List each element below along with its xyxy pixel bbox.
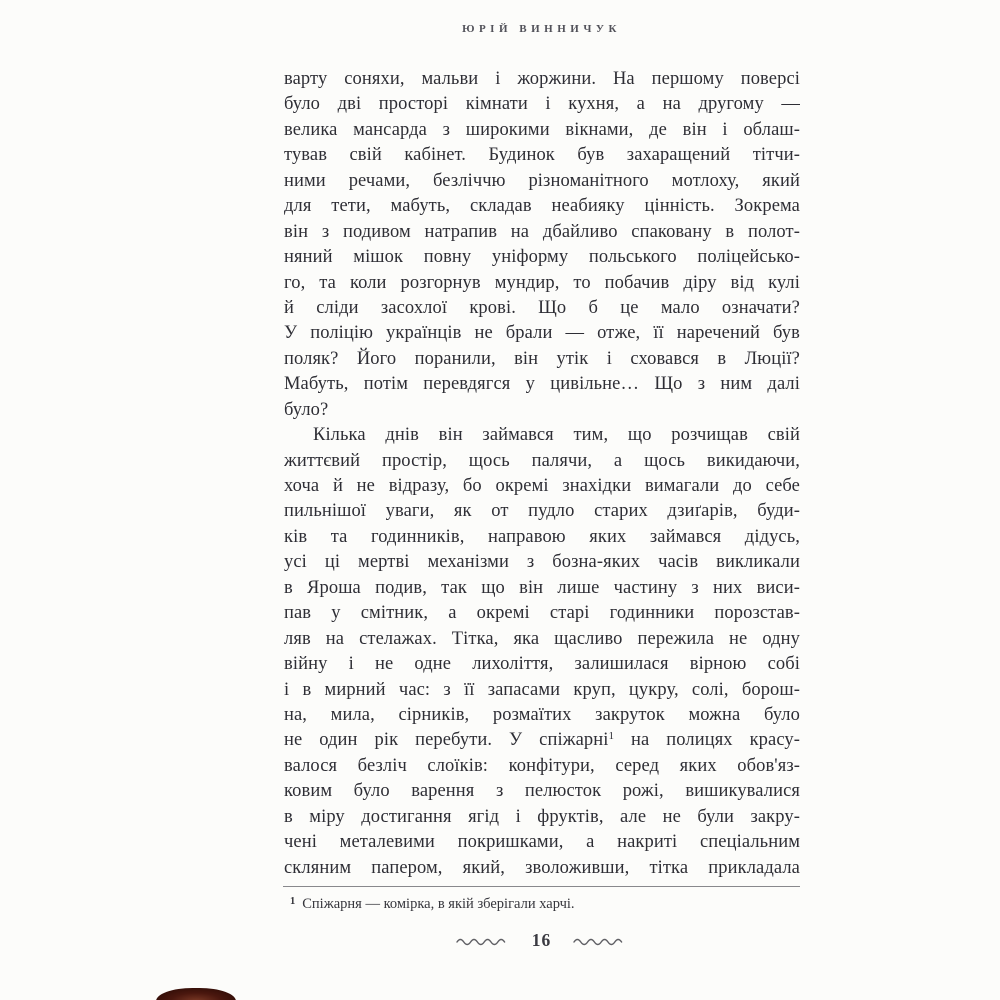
footnote-reference: 1	[608, 730, 615, 743]
running-header: ЮРІЙ ВИННИЧУК	[462, 23, 621, 35]
text-line: для тети, мабуть, складав неабияку цінність. Зокрема	[284, 196, 800, 217]
text-line: було?	[284, 399, 329, 420]
text-line: скляним папером, який, зволоживши, тітка прикладала	[284, 857, 800, 878]
text-line: й сліди засохлої крові. Що б це мало означати?	[284, 297, 800, 318]
text-line: не один рік перебути. У спіжарні$^1$ на полицях красу-	[284, 730, 800, 751]
page-number: 16	[531, 930, 552, 950]
text-line: він з подивом натрапив на дбайливо спаковану в полот-	[284, 221, 800, 242]
text-line: усі ці мертві механізми з бозна-яких часів викликали	[284, 552, 800, 573]
footnote-text: Спіжарня — комірка, в якій зберігали харчі.	[302, 896, 575, 912]
text-line: ними речами, безліччю різноманітного мотлоху, який	[284, 170, 800, 191]
text-line: хоча й не відразу, бо окремі знахідки вимагали до себе	[284, 476, 800, 496]
text-line: тував свій кабінет. Будинок був захаращений тітчи-	[284, 145, 800, 166]
text-line: Кілька днів він займався тим, що розчищав свій	[313, 425, 800, 446]
footnote-marker: 1	[290, 896, 296, 907]
text-line: в міру достигання ягід і фруктів, але не були закру-	[284, 806, 800, 827]
footnote-divider	[283, 886, 800, 887]
text-line: Мабуть, потім перевдягся у цивільне… Що з ним далі	[284, 374, 800, 395]
page-footer	[283, 930, 800, 951]
footnote	[290, 892, 800, 914]
text-line: поляк? Його поранили, він утік і сховався в Люції?	[284, 348, 800, 369]
text-line: У поліцію українців не брали — отже, її наречений був	[284, 323, 800, 344]
text-line: ковим було варення з пелюсток рожі, вишикувалися	[284, 781, 800, 802]
body-text	[284, 67, 800, 881]
text-line: ляв на стелажах. Тітка, яка щасливо пережила не одну	[284, 628, 800, 649]
text-line: і в мирний час: з її запасами круп, цукру, солі, борош-	[284, 679, 800, 700]
text-line: життєвий простір, щось палячи, а щось викидаючи,	[284, 450, 800, 471]
book-cover-edge	[156, 988, 236, 1000]
text-line: в Яроша подив, так що він лише частину з них виси-	[284, 577, 800, 598]
text-line: пав у смітник, а окремі старі годинники порозстав-	[284, 603, 800, 624]
text-line: пильнішої уваги, як от пудло старих дзиґарів, буди-	[284, 501, 800, 522]
text-line: варту соняхи, мальви і жоржини. На першому поверсі	[284, 69, 800, 89]
text-line: ків та годинників, направою яких займався дідусь,	[284, 526, 800, 547]
flourish-left-icon	[456, 936, 510, 946]
text-line: на, мила, сірників, розмаїтих закруток можна було	[284, 704, 800, 725]
text-line: війну і не одне лихоліття, залишилася вірною собі	[284, 654, 800, 675]
flourish-right-icon	[573, 936, 627, 946]
text-line: валося безліч слоїків: конфітури, серед яких обов'яз-	[284, 755, 800, 776]
text-line: го, та коли розгорнув мундир, то побачив діру від кулі	[284, 272, 800, 293]
text-line: було дві просторі кімнати і кухня, а на другому —	[284, 94, 800, 115]
text-line: велика мансарда з широкими вікнами, де він і облаш-	[284, 119, 800, 140]
text-line: чені металевими покришками, а накриті спеціальним	[284, 832, 800, 853]
text-line: няний мішок повну уніформу польського поліцейсько-	[284, 247, 800, 268]
